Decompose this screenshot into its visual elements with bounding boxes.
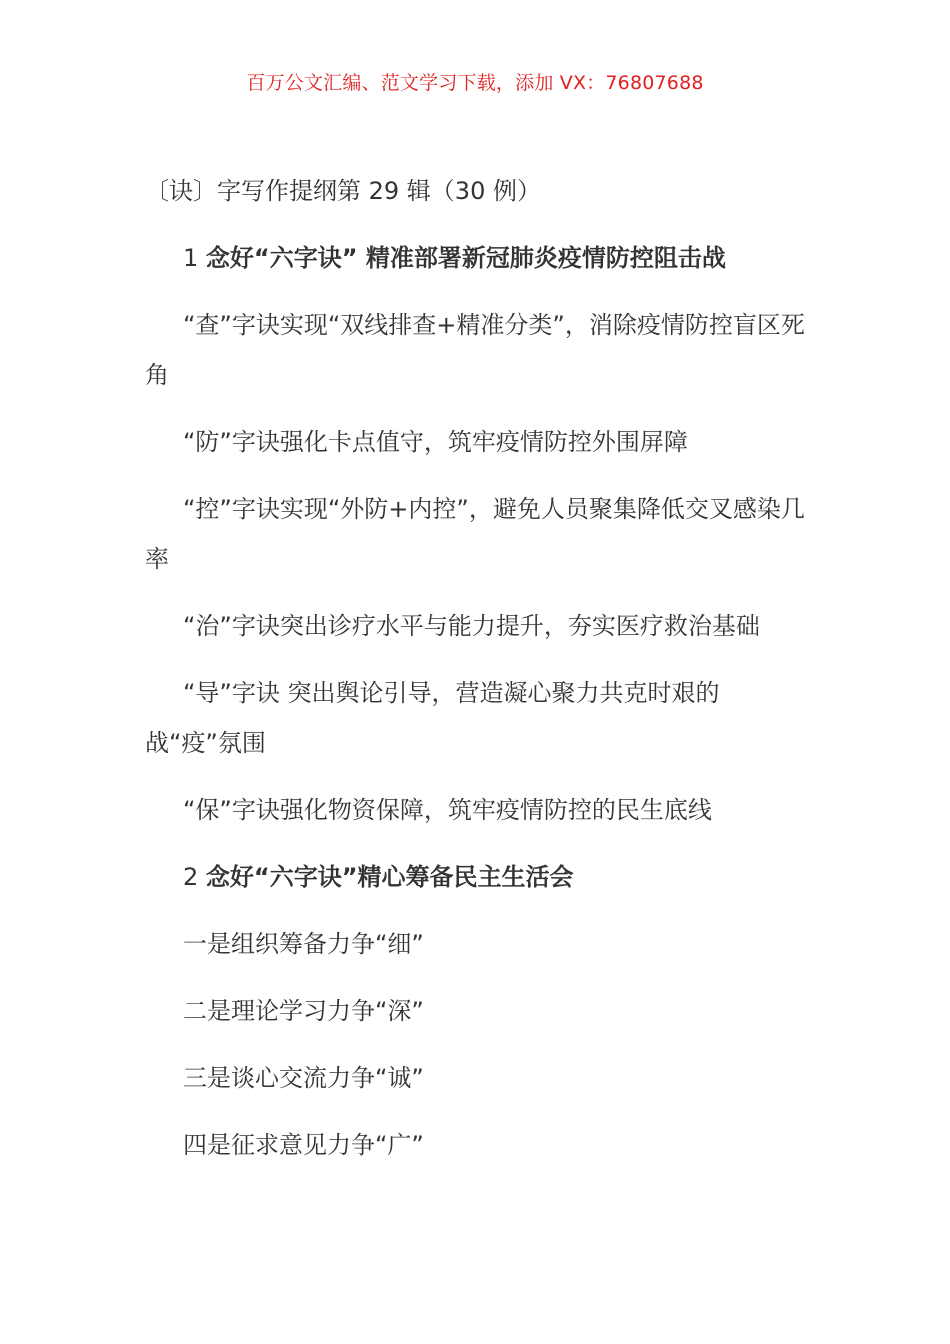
section-heading — [145, 233, 810, 283]
list-item: “保”字诀强化物资保障，筑牢疫情防控的民生底线 — [183, 796, 712, 824]
list-item: 一是组织筹备力争“细” — [183, 930, 424, 958]
document-title: 〔诀〕字写作提纲第 29 辑（30 例） — [145, 177, 541, 205]
list-item: “查”字诀实现“双线排查+精准分类”，消除疫情防控盲区死角 — [145, 311, 805, 389]
list-item: 四是征求意见力争“广” — [183, 1131, 424, 1159]
list-item: “控”字诀实现“外防+内控”，避免人员聚集降低交叉感染几率 — [145, 495, 805, 573]
list-item: 三是谈心交流力争“诚” — [183, 1064, 424, 1092]
section-number: 2 — [183, 863, 199, 891]
list-item: “导”字诀 突出舆论引导，营造凝心聚力共克时艰的战“疫”氛围 — [145, 679, 720, 757]
section-heading-text: 念好“六字诀”精心筹备民主生活会 — [205, 863, 574, 891]
section-heading — [145, 852, 810, 902]
section-number: 1 — [183, 244, 199, 272]
list-item: “防”字诀强化卡点值守，筑牢疫情防控外围屏障 — [183, 428, 688, 456]
download-notice: 百万公文汇编、范文学习下载，添加 VX：76807688 — [246, 72, 704, 94]
list-item: 二是理论学习力争“深” — [183, 997, 424, 1025]
section-heading-text: 念好“六字诀” 精准部署新冠肺炎疫情防控阻击战 — [205, 244, 726, 272]
document-body — [145, 166, 810, 1187]
list-item: “治”字诀突出诊疗水平与能力提升，夯实医疗救治基础 — [183, 612, 760, 640]
